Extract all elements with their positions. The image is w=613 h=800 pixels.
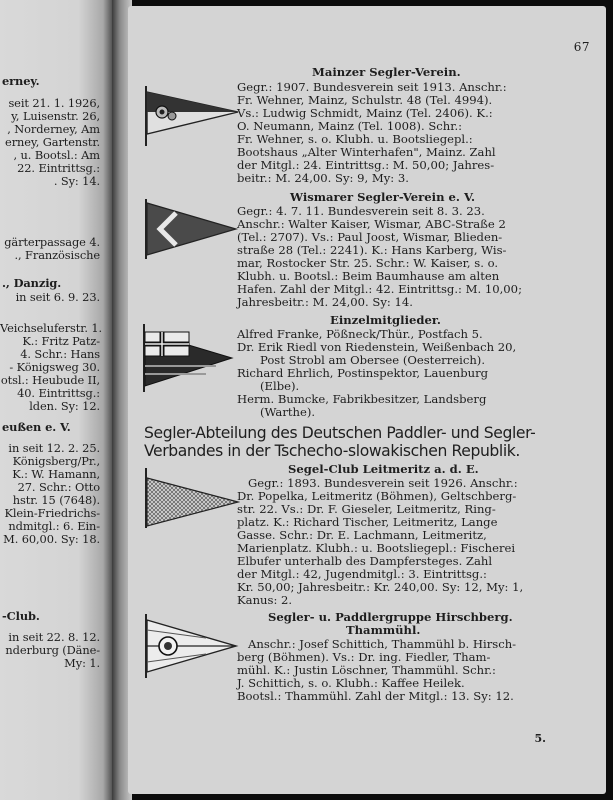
leitmeritz-line: str. 22. Vs.: Dr. F. Gieseler, Leitmeritz, Ring- [237, 502, 496, 516]
page-number: 67 [573, 40, 590, 54]
left-line: , u. Bootsl.: Am [13, 149, 100, 162]
hirschberg-subheading: Thammühl. [346, 623, 421, 637]
signature-mark: 5. [534, 732, 546, 745]
wismar-line: Gegr.: 4. 7. 11. Bundesverein seit 8. 3. 23. [237, 204, 485, 218]
einzel-pennant-icon [136, 324, 236, 392]
hirschberg-line: mühl. K.: Justin Löschner, Thammühl. Schr.: [237, 663, 496, 677]
left-line: -Club. [2, 610, 40, 623]
leitmeritz-line: Kr. 50,00; Jahresbeitr.: Kr. 240,00. Sy: 12, My: 1, [237, 580, 524, 594]
wismar-heading: Wismarer Segler-Verein e. V. [290, 190, 475, 204]
left-line: K.: Fritz Patz- [22, 335, 100, 348]
mainz-line: Vs.: Ludwig Schmidt, Mainz (Tel. 2406). K.: [237, 106, 493, 120]
left-line: Königsberg/Pr., [12, 455, 100, 468]
wismar-line: Klubh. u. Bootsl.: Beim Baumhause am alten [237, 269, 500, 283]
hirschberg-line: J. Schittich, s. o. Klubh.: Kaffee Heilek. [237, 676, 465, 690]
left-line: 22. Eintrittsg.: [17, 162, 100, 175]
big-heading-line: Verbandes in der Tschecho-slowakischen Republik. [144, 442, 520, 460]
left-line: 27. Schr.: Otto [17, 481, 100, 494]
left-line: erney, Gartenstr. [5, 136, 100, 149]
leitmeritz-line: Kanus: 2. [237, 593, 293, 607]
left-line: . Sy: 14. [53, 175, 100, 188]
einzel-line: (Elbe). [260, 379, 300, 393]
left-line: gärterpassage 4. [4, 236, 100, 249]
left-line: nderburg (Däne- [5, 644, 100, 657]
hirschberg-line: Bootsl.: Thammühl. Zahl der Mitgl.: 13. Sy: 12. [237, 689, 514, 703]
leitmeritz-line: platz. K.: Richard Tischer, Leitmeritz, Lange [237, 515, 498, 529]
leitmeritz-line: Elbufer unterhalb des Dampfersteges. Zahl [237, 554, 493, 568]
big-heading-line: Segler-Abteilung des Deutschen Paddler- und Segler- [144, 424, 536, 442]
leitmeritz-line: Dr. Popelka, Leitmeritz (Böhmen), Geltschberg- [237, 489, 517, 503]
left-line: seit 21. 1. 1926, [8, 97, 100, 110]
wismar-line: Jahresbeitr.: M. 24,00. Sy: 14. [237, 295, 413, 309]
wismar-line: straße 28 (Tel.: 2241). K.: Hans Karberg, Wis- [237, 243, 507, 257]
mainz-line: Fr. Wehner, s. o. Klubh. u. Bootsliegepl.: [237, 132, 473, 146]
mainz-pennant-icon [140, 86, 240, 146]
leitmeritz-line: der Mitgl.: 42, Jugendmitgl.: 3. Eintrittsg.: [237, 567, 487, 581]
left-line: hstr. 15 (7648). [12, 494, 100, 507]
left-line: in seit 22. 8. 12. [8, 631, 100, 644]
left-line: erney. [2, 75, 40, 88]
left-line: ., Französische [14, 249, 100, 262]
wismar-line: (Tel.: 2707). Vs.: Paul Joost, Wismar, Blieden- [237, 230, 503, 244]
wismar-line: Hafen. Zahl der Mitgl.: 42. Eintrittsg.: M. 10,00; [237, 282, 522, 296]
mainz-line: Bootshaus „Alter Winterhafen", Mainz. Zahl [237, 145, 496, 159]
left-line: Klein-Friedrichs- [4, 507, 100, 520]
mainz-line: Gegr.: 1907. Bundesverein seit 1913. Anschr.: [237, 80, 507, 94]
mainz-heading: Mainzer Segler-Verein. [312, 65, 461, 79]
left-line: My: 1. [64, 657, 100, 670]
left-line: in seit 12. 2. 25. [8, 442, 100, 455]
left-line: lden. Sy: 12. [29, 400, 100, 413]
wismar-line: mar, Rostocker Str. 25. Schr.: W. Kaiser, s. o. [237, 256, 499, 270]
right-page [128, 6, 606, 794]
einzel-line: Alfred Franke, Pößneck/Thür., Postfach 5. [237, 327, 483, 341]
left-line: ., Danzig. [2, 277, 62, 290]
left-line: in seit 6. 9. 23. [15, 291, 100, 304]
left-page [0, 0, 112, 800]
einzel-line: Post Strobl am Obersee (Oesterreich). [260, 353, 486, 367]
hirschberg-heading: Segler- u. Paddlergruppe Hirschberg. [268, 610, 513, 624]
einzel-line: (Warthe). [260, 405, 316, 419]
hirschberg-pennant-icon [140, 614, 240, 678]
leitmeritz-heading: Segel-Club Leitmeritz a. d. E. [288, 462, 479, 476]
left-line: eußen e. V. [2, 421, 71, 434]
wismar-pennant-icon [140, 199, 240, 259]
mainz-line: O. Neumann, Mainz (Tel. 1008). Schr.: [237, 119, 463, 133]
einzel-line: Richard Ehrlich, Postinspektor, Lauenburg [237, 366, 489, 380]
leitmeritz-pennant-icon [140, 468, 240, 528]
leitmeritz-line: Gegr.: 1893. Bundesverein seit 1926. Anschr.: [248, 476, 518, 490]
left-line: , Norderney, Am [7, 123, 100, 136]
einzel-line: Herm. Bumcke, Fabrikbesitzer, Landsberg [237, 392, 487, 406]
einzel-line: Dr. Erik Riedl von Riedenstein, Weißenbach 20, [237, 340, 517, 354]
left-line: 40. Eintrittsg.: [17, 387, 100, 400]
left-line: - Königsweg 30. [9, 361, 100, 374]
wismar-line: Anschr.: Walter Kaiser, Wismar, ABC-Straße 2 [237, 217, 506, 231]
left-line: y, Luisenstr. 26, [11, 110, 100, 123]
hirschberg-line: berg (Böhmen). Vs.: Dr. ing. Fiedler, Tham- [237, 650, 491, 664]
mainz-line: beitr.: M. 24,00. Sy: 9, My: 3. [237, 171, 409, 185]
left-line: 4. Schr.: Hans [20, 348, 100, 361]
left-line: K.: W. Hamann, [12, 468, 100, 481]
hirschberg-line: Anschr.: Josef Schittich, Thammühl b. Hirsch- [248, 637, 517, 651]
left-line: otsl.: Heubude II, [0, 374, 100, 387]
mainz-line: Fr. Wehner, Mainz, Schulstr. 48 (Tel. 4994). [237, 93, 493, 107]
leitmeritz-line: Marienplatz. Klubh.: u. Bootsliegepl.: Fischerei [237, 541, 516, 555]
left-line: M. 60,00. Sy: 18. [3, 533, 100, 546]
einzel-heading: Einzelmitglieder. [330, 313, 441, 327]
mainz-line: der Mitgl.: 24. Eintrittsg.: M. 50,00; Jahres- [237, 158, 495, 172]
left-line: ndmitgl.: 6. Ein- [8, 520, 100, 533]
leitmeritz-line: Gasse. Schr.: Dr. E. Lachmann, Leitmeritz, [237, 528, 487, 542]
left-line: Veichseluferstr. 1. [0, 322, 103, 335]
